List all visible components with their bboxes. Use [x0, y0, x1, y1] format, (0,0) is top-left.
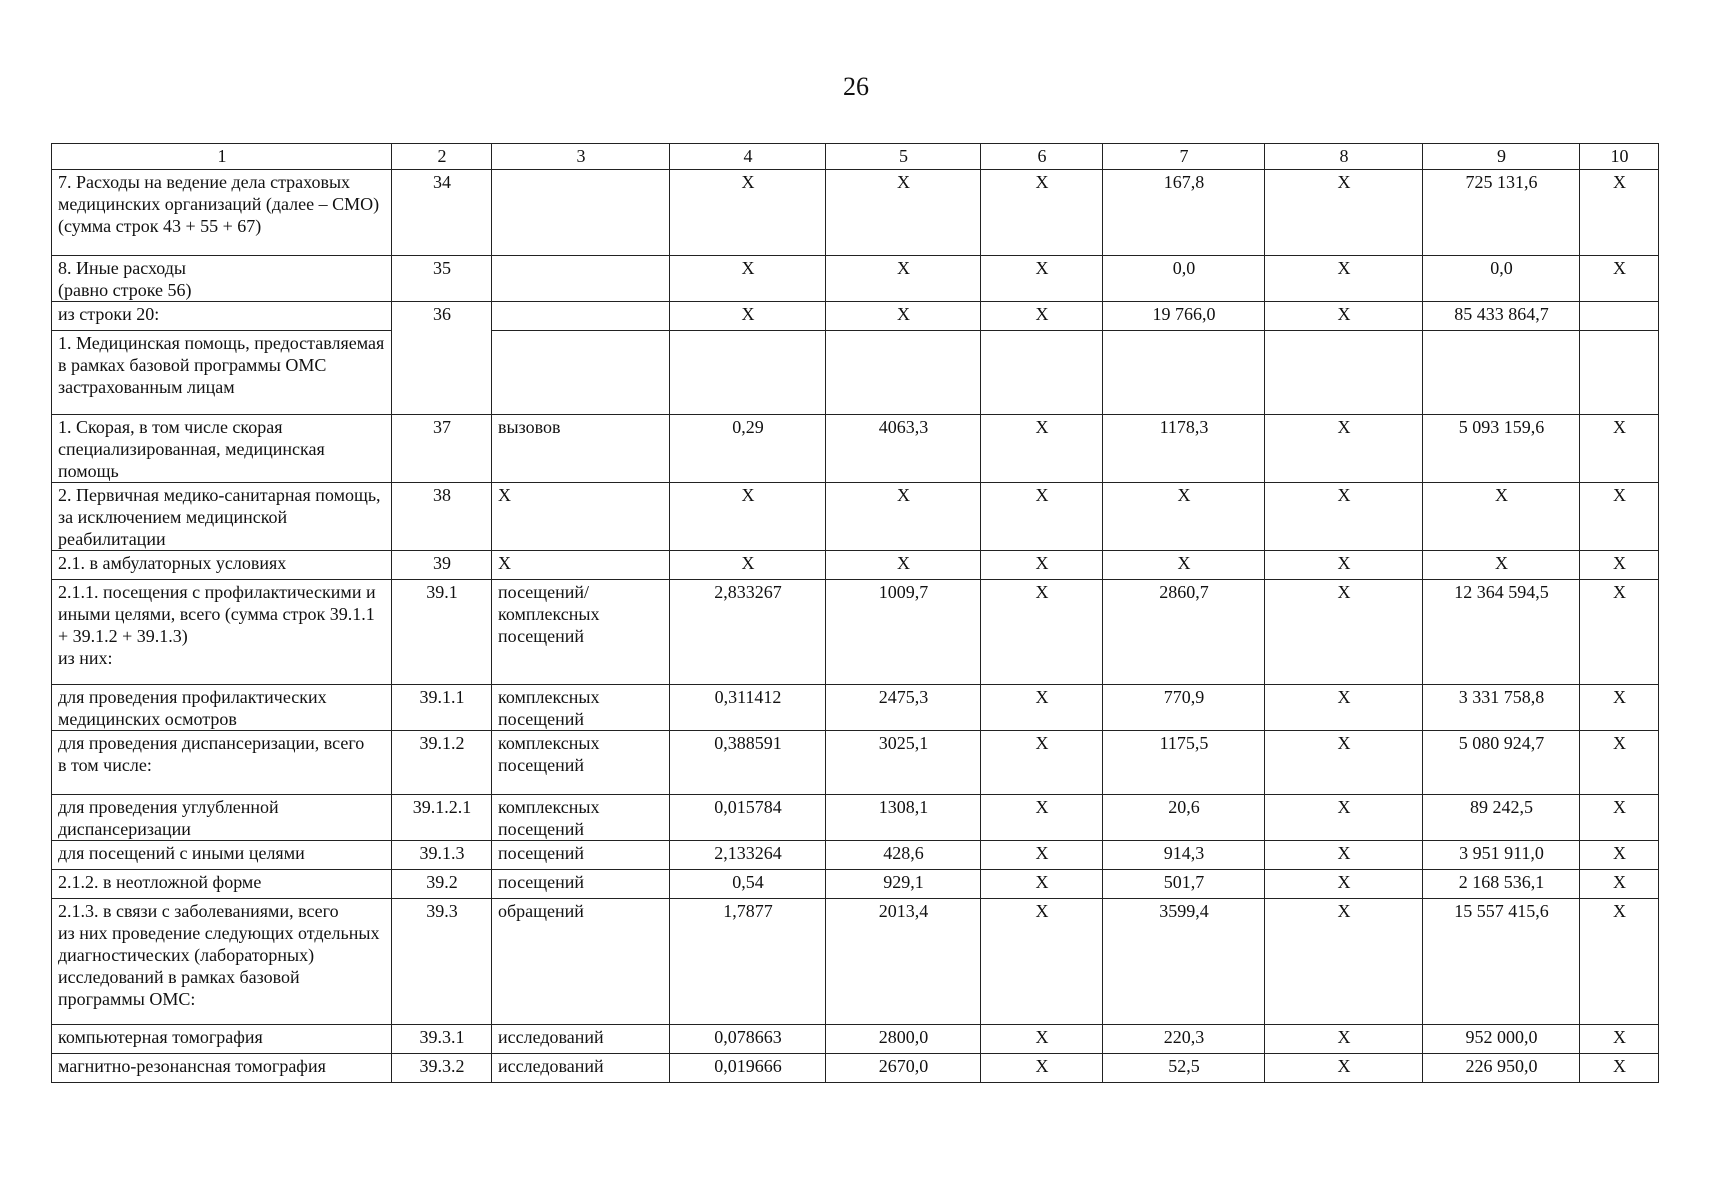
- table-cell-share-percent: [1580, 331, 1659, 415]
- table-cell-per-capita-budget: Х: [981, 483, 1103, 551]
- table-cell-row-label: 2. Первичная медико-санитарная помощь, за исключением медицинской реабилитации: [52, 483, 392, 551]
- table-cell-share-percent: Х: [1580, 415, 1659, 483]
- table-cell-row-number: 39.1.1: [392, 685, 492, 731]
- table-cell-per-capita-budget: Х: [981, 841, 1103, 870]
- table-cell-sum-oms: 226 950,0: [1423, 1054, 1580, 1083]
- table-cell-row-number: 39.2: [392, 870, 492, 899]
- table-cell-per-capita-oms: 914,3: [1103, 841, 1265, 870]
- table-cell-sum-budget: Х: [1265, 483, 1423, 551]
- table-cell-sum-oms: 3 331 758,8: [1423, 685, 1580, 731]
- table-cell-norm-cost: 3025,1: [826, 731, 981, 795]
- table-cell-unit: [492, 302, 670, 331]
- table-cell-sum-oms: 3 951 911,0: [1423, 841, 1580, 870]
- table-cell-share-percent: Х: [1580, 1054, 1659, 1083]
- table-cell-norm-volume: Х: [670, 551, 826, 580]
- table-cell-per-capita-oms: 501,7: [1103, 870, 1265, 899]
- table-cell-sum-budget: Х: [1265, 899, 1423, 1025]
- table-row: [52, 483, 1659, 551]
- header-row: [52, 144, 1659, 170]
- table-cell-row-number: 39: [392, 551, 492, 580]
- table-row: [52, 685, 1659, 731]
- table-cell-norm-volume: Х: [670, 170, 826, 256]
- table-cell-per-capita-budget: Х: [981, 551, 1103, 580]
- table-row: [52, 1054, 1659, 1083]
- table-cell-sum-oms: 89 242,5: [1423, 795, 1580, 841]
- table-cell-row-number: 39.1: [392, 580, 492, 685]
- table-cell-row-label: из строки 20:: [52, 302, 392, 331]
- table-cell-norm-volume: Х: [670, 483, 826, 551]
- table-cell-row-label: для проведения профилактических медицинских осмотров: [52, 685, 392, 731]
- table-cell-row-label: 2.1.3. в связи с заболеваниями, всего из них проведение следующих отдельных диагностических (лабораторных) исследований в рамках базовой программы ОМС:: [52, 899, 392, 1025]
- table-cell-per-capita-budget: Х: [981, 1054, 1103, 1083]
- table-cell-sum-oms: 725 131,6: [1423, 170, 1580, 256]
- table-cell-sum-oms: [1423, 331, 1580, 415]
- table-cell-sum-budget: Х: [1265, 256, 1423, 302]
- table-cell-row-number: 35: [392, 256, 492, 302]
- table-cell-norm-cost: Х: [826, 483, 981, 551]
- table-cell-row-number: 39.1.3: [392, 841, 492, 870]
- table-row: [52, 731, 1659, 795]
- table-cell-per-capita-budget: Х: [981, 731, 1103, 795]
- table-cell-sum-budget: Х: [1265, 870, 1423, 899]
- table-cell-sum-oms: 2 168 536,1: [1423, 870, 1580, 899]
- table-row: [52, 841, 1659, 870]
- table-cell-per-capita-oms: 0,0: [1103, 256, 1265, 302]
- table-cell-norm-volume: 0,078663: [670, 1025, 826, 1054]
- table-cell-row-number: 39.3.2: [392, 1054, 492, 1083]
- table-cell-unit: [492, 170, 670, 256]
- table-cell-sum-oms: 15 557 415,6: [1423, 899, 1580, 1025]
- table-cell-norm-volume: 0,311412: [670, 685, 826, 731]
- table-cell-norm-cost: [826, 331, 981, 415]
- table-row: [52, 415, 1659, 483]
- table-row: [52, 551, 1659, 580]
- table-cell-norm-cost: 2800,0: [826, 1025, 981, 1054]
- table-cell-row-label: 8. Иные расходы (равно строке 56): [52, 256, 392, 302]
- table-cell-row-number: 37: [392, 415, 492, 483]
- table-cell-share-percent: [1580, 302, 1659, 331]
- table-cell-sum-budget: Х: [1265, 415, 1423, 483]
- column-header-9: 9: [1423, 144, 1580, 170]
- table-row: [52, 331, 1659, 415]
- column-header-4: 4: [670, 144, 826, 170]
- table-cell-sum-budget: Х: [1265, 580, 1423, 685]
- table-cell-norm-volume: Х: [670, 302, 826, 331]
- table-cell-norm-volume: 2,133264: [670, 841, 826, 870]
- table-cell-unit: [492, 256, 670, 302]
- table-cell-sum-oms: 12 364 594,5: [1423, 580, 1580, 685]
- table-cell-row-label: для проведения диспансеризации, всего в том числе:: [52, 731, 392, 795]
- column-header-6: 6: [981, 144, 1103, 170]
- table-cell-sum-budget: Х: [1265, 841, 1423, 870]
- table-cell-share-percent: Х: [1580, 899, 1659, 1025]
- table-cell-sum-budget: Х: [1265, 170, 1423, 256]
- table-cell-per-capita-oms: 220,3: [1103, 1025, 1265, 1054]
- table-cell-per-capita-oms: Х: [1103, 551, 1265, 580]
- table-cell-row-number: 38: [392, 483, 492, 551]
- table-cell-row-number: 39.3.1: [392, 1025, 492, 1054]
- table-cell-per-capita-oms: 2860,7: [1103, 580, 1265, 685]
- table-cell-row-number: 39.1.2.1: [392, 795, 492, 841]
- table-cell-per-capita-budget: Х: [981, 899, 1103, 1025]
- table-cell-per-capita-oms: 52,5: [1103, 1054, 1265, 1083]
- table-cell-share-percent: Х: [1580, 483, 1659, 551]
- table-cell-sum-budget: Х: [1265, 685, 1423, 731]
- table-cell-per-capita-oms: 1178,3: [1103, 415, 1265, 483]
- table-cell-norm-cost: 428,6: [826, 841, 981, 870]
- table-cell-per-capita-oms: 167,8: [1103, 170, 1265, 256]
- table-cell-per-capita-budget: Х: [981, 870, 1103, 899]
- table-cell-unit: комплексных посещений: [492, 795, 670, 841]
- table-row: [52, 795, 1659, 841]
- table-cell-per-capita-budget: Х: [981, 256, 1103, 302]
- table-cell-share-percent: Х: [1580, 870, 1659, 899]
- table-cell-share-percent: Х: [1580, 580, 1659, 685]
- table-cell-norm-volume: 0,015784: [670, 795, 826, 841]
- table-cell-norm-cost: Х: [826, 551, 981, 580]
- table-cell-per-capita-budget: Х: [981, 170, 1103, 256]
- table-cell-norm-volume: [670, 331, 826, 415]
- table-cell-sum-budget: Х: [1265, 795, 1423, 841]
- table-cell-share-percent: Х: [1580, 685, 1659, 731]
- table-cell-row-label: 2.1. в амбулаторных условиях: [52, 551, 392, 580]
- table-cell-per-capita-oms: 20,6: [1103, 795, 1265, 841]
- table-cell-row-label: 7. Расходы на ведение дела страховых медицинских организаций (далее – СМО) (сумма строк 43 + 55 + 67): [52, 170, 392, 256]
- table-cell-sum-budget: Х: [1265, 302, 1423, 331]
- table-row: [52, 302, 1659, 331]
- table-cell-per-capita-oms: 770,9: [1103, 685, 1265, 731]
- column-header-7: 7: [1103, 144, 1265, 170]
- table-cell-unit: исследований: [492, 1054, 670, 1083]
- table-cell-sum-oms: 5 093 159,6: [1423, 415, 1580, 483]
- table-cell-per-capita-budget: Х: [981, 580, 1103, 685]
- table-cell-row-number: 34: [392, 170, 492, 256]
- table-cell-norm-volume: 0,29: [670, 415, 826, 483]
- table-cell-norm-cost: 2013,4: [826, 899, 981, 1025]
- table-cell-sum-oms: 85 433 864,7: [1423, 302, 1580, 331]
- table-cell-per-capita-budget: Х: [981, 415, 1103, 483]
- table-cell-row-label: магнитно-резонансная томография: [52, 1054, 392, 1083]
- table-cell-row-label: для посещений с иными целями: [52, 841, 392, 870]
- table-cell-sum-oms: 0,0: [1423, 256, 1580, 302]
- table-cell-per-capita-oms: [1103, 331, 1265, 415]
- table-cell-norm-cost: 2670,0: [826, 1054, 981, 1083]
- table-cell-row-label: 2.1.1. посещения с профилактическими и иными целями, всего (сумма строк 39.1.1 + 39.1.2 + 39.1.3) из них:: [52, 580, 392, 685]
- column-header-8: 8: [1265, 144, 1423, 170]
- table-row: [52, 256, 1659, 302]
- table-cell-norm-cost: 929,1: [826, 870, 981, 899]
- page-number: 26: [843, 72, 869, 101]
- table-cell-unit: комплексных посещений: [492, 731, 670, 795]
- table-cell-row-label: 1. Медицинская помощь, предоставляемая в рамках базовой программы ОМС застрахованным лицам: [52, 331, 392, 415]
- table-cell-unit: вызовов: [492, 415, 670, 483]
- table-cell-row-label: 2.1.2. в неотложной форме: [52, 870, 392, 899]
- table-cell-norm-cost: 1308,1: [826, 795, 981, 841]
- table-cell-norm-cost: 4063,3: [826, 415, 981, 483]
- table-row: [52, 1025, 1659, 1054]
- table-cell-sum-oms: 5 080 924,7: [1423, 731, 1580, 795]
- table-cell-row-number: 39.1.2: [392, 731, 492, 795]
- table-cell-sum-oms: 952 000,0: [1423, 1025, 1580, 1054]
- table-cell-unit: посещений/ комплексных посещений: [492, 580, 670, 685]
- column-header-5: 5: [826, 144, 981, 170]
- table-cell-unit: комплексных посещений: [492, 685, 670, 731]
- column-header-3: 3: [492, 144, 670, 170]
- table-cell-sum-budget: Х: [1265, 1025, 1423, 1054]
- table-cell-share-percent: Х: [1580, 170, 1659, 256]
- table-row: [52, 580, 1659, 685]
- column-header-2: 2: [392, 144, 492, 170]
- table-cell-sum-budget: Х: [1265, 1054, 1423, 1083]
- table-cell-norm-cost: Х: [826, 302, 981, 331]
- table-row: [52, 899, 1659, 1025]
- table-cell-share-percent: Х: [1580, 1025, 1659, 1054]
- table-cell-norm-cost: Х: [826, 170, 981, 256]
- table-cell-norm-volume: Х: [670, 256, 826, 302]
- table-cell-share-percent: Х: [1580, 256, 1659, 302]
- column-header-10: 10: [1580, 144, 1659, 170]
- table-cell-row-label: компьютерная томография: [52, 1025, 392, 1054]
- table-cell-sum-oms: Х: [1423, 483, 1580, 551]
- table-cell-per-capita-budget: Х: [981, 302, 1103, 331]
- table-cell-norm-volume: 0,388591: [670, 731, 826, 795]
- table-cell-norm-cost: 2475,3: [826, 685, 981, 731]
- table-cell-per-capita-budget: [981, 331, 1103, 415]
- table-cell-unit: Х: [492, 551, 670, 580]
- table-cell-unit: посещений: [492, 870, 670, 899]
- table-cell-per-capita-oms: 1175,5: [1103, 731, 1265, 795]
- table-cell-share-percent: Х: [1580, 731, 1659, 795]
- table-cell-row-label: для проведения углубленной диспансеризации: [52, 795, 392, 841]
- column-header-1: 1: [52, 144, 392, 170]
- table-cell-row-number: 36: [392, 302, 492, 415]
- table-cell-share-percent: Х: [1580, 841, 1659, 870]
- table-cell-norm-cost: 1009,7: [826, 580, 981, 685]
- table-cell-norm-volume: 0,54: [670, 870, 826, 899]
- table-cell-unit: обращений: [492, 899, 670, 1025]
- table-cell-per-capita-oms: 19 766,0: [1103, 302, 1265, 331]
- table-cell-norm-volume: 0,019666: [670, 1054, 826, 1083]
- table-cell-row-label: 1. Скорая, в том числе скорая специализированная, медицинская помощь: [52, 415, 392, 483]
- table-cell-norm-cost: Х: [826, 256, 981, 302]
- data-table: [51, 143, 1659, 1083]
- table-cell-norm-volume: 1,7877: [670, 899, 826, 1025]
- table-cell-unit: Х: [492, 483, 670, 551]
- table-cell-sum-budget: Х: [1265, 551, 1423, 580]
- table-cell-sum-budget: Х: [1265, 731, 1423, 795]
- table-cell-sum-budget: [1265, 331, 1423, 415]
- table-cell-share-percent: Х: [1580, 795, 1659, 841]
- table-cell-row-number: 39.3: [392, 899, 492, 1025]
- table-cell-per-capita-oms: 3599,4: [1103, 899, 1265, 1025]
- table-cell-sum-oms: Х: [1423, 551, 1580, 580]
- table-row: [52, 170, 1659, 256]
- table-cell-unit: исследований: [492, 1025, 670, 1054]
- table-cell-per-capita-oms: Х: [1103, 483, 1265, 551]
- table-cell-unit: посещений: [492, 841, 670, 870]
- table-cell-per-capita-budget: Х: [981, 795, 1103, 841]
- table-cell-norm-volume: 2,833267: [670, 580, 826, 685]
- table-row: [52, 870, 1659, 899]
- table-cell-unit: [492, 331, 670, 415]
- table-cell-per-capita-budget: Х: [981, 685, 1103, 731]
- table-cell-per-capita-budget: Х: [981, 1025, 1103, 1054]
- table-cell-share-percent: Х: [1580, 551, 1659, 580]
